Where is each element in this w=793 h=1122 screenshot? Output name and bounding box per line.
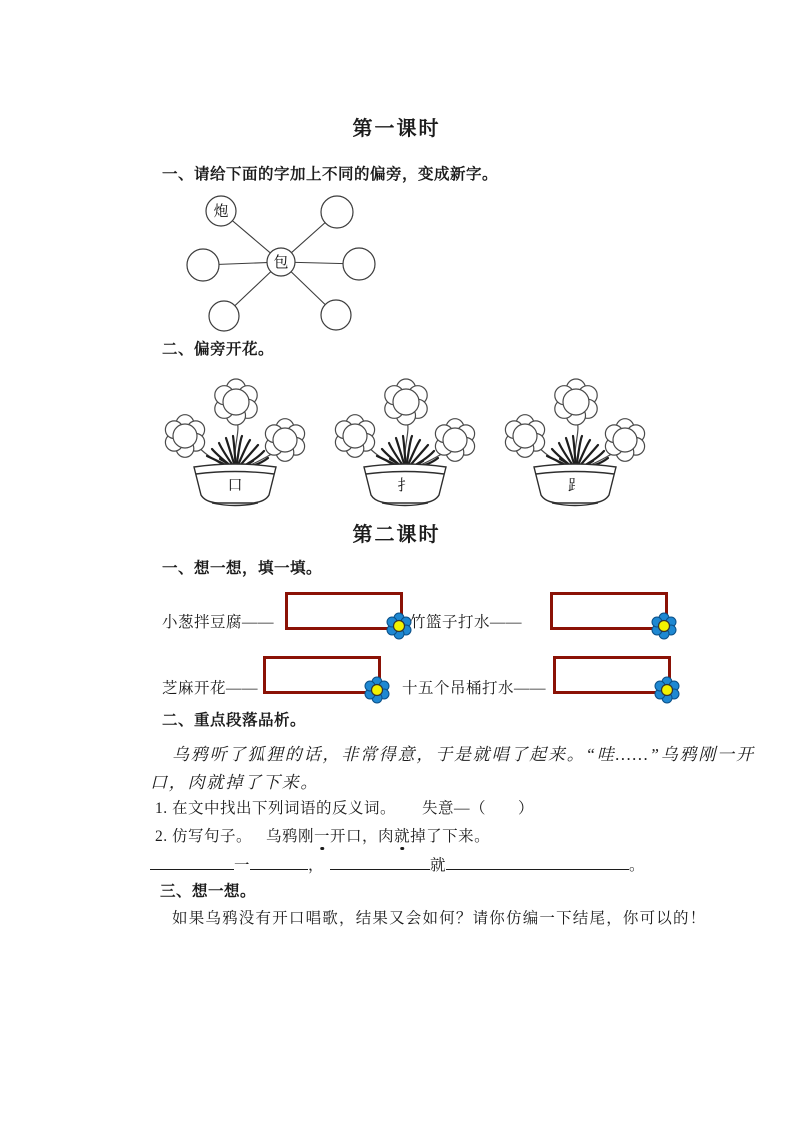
sub2-sentence: 乌鸦刚一开口，肉就掉了下来。 xyxy=(266,828,491,845)
idiom-label: 十五个吊桶打水—— xyxy=(402,680,547,697)
lesson2-q3-prompt: 如果乌鸦没有开口唱歌，结果又会如何？请你仿编一下结尾，你可以的！ xyxy=(172,910,707,927)
idiom-label: 小葱拌豆腐—— xyxy=(162,614,275,631)
fill-blank xyxy=(250,852,308,870)
lesson1-title: 第一课时 xyxy=(352,118,441,140)
lesson2-q1-heading: 一、想一想，填一填。 xyxy=(162,560,323,577)
lesson2-q2-heading: 二、重点段落品析。 xyxy=(162,712,307,729)
flower-icon xyxy=(385,612,413,640)
radical-web-diagram xyxy=(180,190,382,338)
web-filled-char: 炮 xyxy=(213,204,229,220)
sub-question-1 xyxy=(155,796,534,818)
flower-icon xyxy=(650,612,678,640)
pot-radical-label: 口 xyxy=(227,478,243,494)
web-node-empty xyxy=(209,301,239,331)
radical-flower-pot xyxy=(492,374,656,508)
lesson1-q2-heading: 二、偏旁开花。 xyxy=(162,341,275,358)
radical-flower-pot xyxy=(152,374,316,508)
passage-line: 口，肉就掉了下来。 xyxy=(150,773,320,792)
idiom-label: 芝麻开花—— xyxy=(162,680,259,697)
lesson1-q1-heading: 一、请给下面的字加上不同的偏旁，变成新字。 xyxy=(162,166,499,183)
lesson2-title: 第二课时 xyxy=(352,524,441,546)
pot-radical-label: 扌 xyxy=(397,478,413,494)
sentence-fill-line: 一 ， 就 。 xyxy=(150,852,645,875)
idiom-answer-box xyxy=(550,592,668,630)
idiom-answer-box xyxy=(553,656,671,694)
web-node-empty xyxy=(321,300,351,330)
fill-blank xyxy=(150,852,234,870)
web-node-empty xyxy=(187,249,219,281)
pot-radical-label: ⻊ xyxy=(567,478,583,494)
sub1-antonym-blank: 失意—（ ） xyxy=(422,800,535,817)
idiom-label: 竹篮子打水—— xyxy=(410,614,523,631)
flower-icon xyxy=(363,676,391,704)
emphasized-char: 就 xyxy=(394,828,411,845)
web-node-empty xyxy=(343,248,375,280)
emphasized-char: 一 xyxy=(314,828,331,845)
web-node-empty xyxy=(321,196,353,228)
sub-question-2 xyxy=(155,824,490,846)
passage-line: 乌鸦听了狐狸的话，非常得意，于是就唱了起来。“哇……”乌鸦刚一开 xyxy=(172,745,755,764)
flower-icon xyxy=(653,676,681,704)
idiom-answer-box xyxy=(285,592,403,630)
fill-blank xyxy=(330,852,430,870)
idiom-answer-box xyxy=(263,656,381,694)
radical-flower-pot xyxy=(322,374,486,508)
sub1-text: 1. 在文中找出下列词语的反义词。 xyxy=(155,800,397,817)
lesson2-q3-heading: 三、想一想。 xyxy=(160,883,257,900)
fill-blank xyxy=(446,852,629,870)
web-center-char: 包 xyxy=(273,255,289,271)
sub2-text: 2. 仿写句子。 xyxy=(155,828,253,845)
